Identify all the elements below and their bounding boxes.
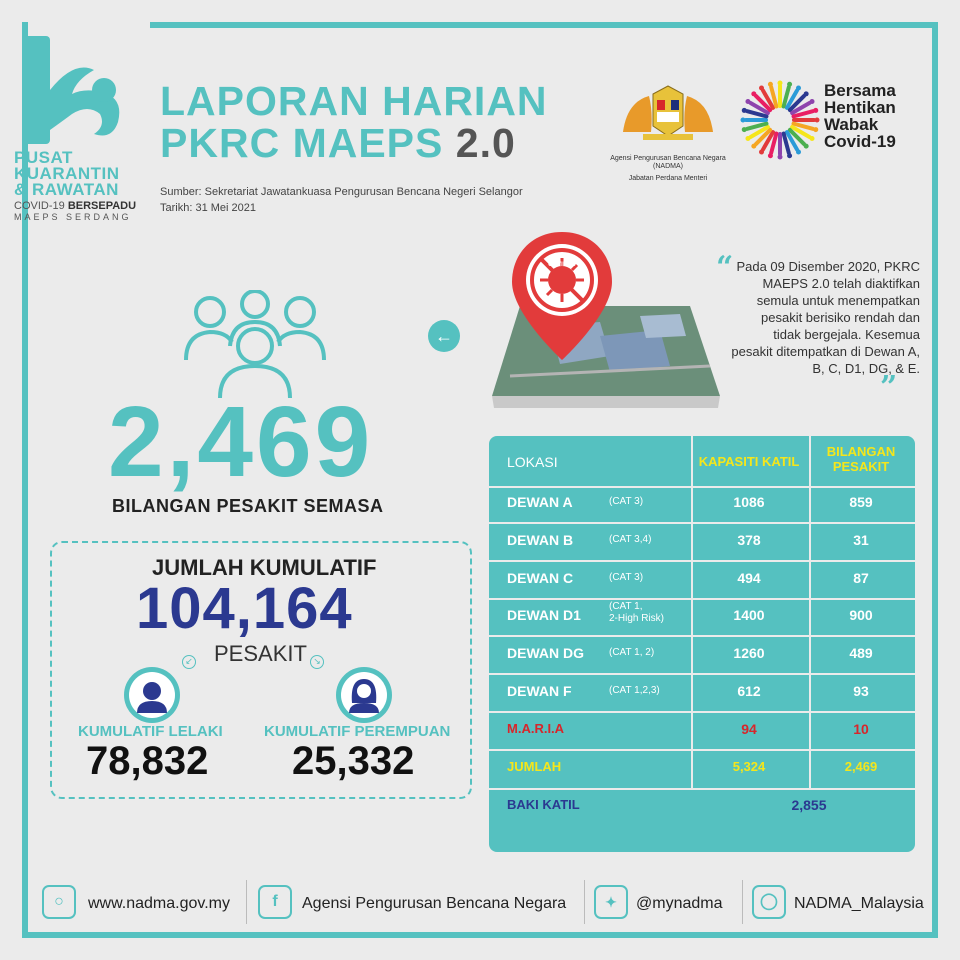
table-rule <box>489 673 915 675</box>
logo-bersepadu-text: BERSEPADU <box>67 200 137 212</box>
male-avatar-icon <box>122 665 182 725</box>
row-category <box>609 601 664 625</box>
page-title <box>160 80 548 164</box>
campaign-line-1: Bersama <box>824 81 896 100</box>
row-patients: 31 <box>853 532 869 548</box>
row-category <box>609 496 643 508</box>
footer-website[interactable]: www.nadma.gov.my <box>88 895 230 912</box>
campaign-line-4: Covid-19 <box>824 132 896 151</box>
footer-instagram[interactable]: NADMA_Malaysia <box>794 895 924 912</box>
campaign-line-3: Wabak <box>824 115 879 134</box>
down-right-arrow-icon: ↘ <box>310 655 324 669</box>
header-capacity: KAPASITI KATIL <box>698 454 800 469</box>
people-group-icon <box>180 290 330 400</box>
nadma-caption-1: Agensi Pengurusan Bencana Negara (NADMA) <box>610 155 726 170</box>
row-category-line-1: (CAT 3) <box>609 496 644 507</box>
row-location: DEWAN C <box>507 570 574 586</box>
total-label: JUMLAH <box>507 759 562 774</box>
female-avatar-icon <box>334 665 394 725</box>
title-main: PKRC MAEPS <box>160 120 444 166</box>
table-rule <box>489 522 915 524</box>
female-value: 25,332 <box>292 739 415 783</box>
balance-label: BAKI KATIL <box>507 797 580 812</box>
row-category <box>609 572 643 584</box>
row-category <box>609 647 654 659</box>
map-location-illustration <box>490 226 726 412</box>
row-patients: 10 <box>853 721 869 737</box>
frame-top-right <box>150 22 938 28</box>
row-location: DEWAN B <box>507 532 574 548</box>
campaign-text <box>824 82 896 150</box>
logo-line-2: KUARANTIN <box>14 164 120 183</box>
title-line-1: LAPORAN HARIAN <box>160 78 548 124</box>
footer-facebook[interactable]: Agensi Pengurusan Bencana Negara <box>302 895 567 912</box>
row-capacity: 1260 <box>733 645 765 661</box>
female-label: KUMULATIF PEREMPUAN <box>264 723 451 740</box>
logo-line-1: PUSAT <box>14 148 73 167</box>
title-line-2 <box>160 122 548 164</box>
header-patients-line-2: PESAKIT <box>832 459 890 474</box>
row-category-line-2: 2-High Risk) <box>609 613 665 624</box>
row-capacity: 612 <box>737 683 761 699</box>
footer-divider <box>742 880 743 924</box>
frame-top-left <box>22 22 28 28</box>
row-location: DEWAN D1 <box>507 607 581 623</box>
row-capacity: 378 <box>737 532 761 548</box>
cumulative-unit: PESAKIT <box>214 641 307 666</box>
table-rule <box>489 635 915 637</box>
row-category-line-1: (CAT 1,2,3) <box>609 685 660 696</box>
current-patients-value: 2,469 <box>108 386 374 498</box>
table-rule <box>489 711 915 713</box>
row-patients: 489 <box>849 645 873 661</box>
nadma-caption-2: Jabatan Perdana Menteri <box>628 175 708 182</box>
row-category-line-1: (CAT 1, <box>609 601 643 612</box>
close-quote-icon: ” <box>880 370 898 405</box>
footer-divider <box>584 880 585 924</box>
row-patients: 93 <box>853 683 869 699</box>
row-category-line-1: (CAT 3,4) <box>609 534 652 545</box>
logo-covid-text: COVID-19 <box>14 200 65 212</box>
back-arrow-icon[interactable]: ← <box>428 320 460 352</box>
total-capacity: 5,324 <box>732 759 766 774</box>
table-rule <box>489 749 915 751</box>
male-value: 78,832 <box>86 739 209 783</box>
row-capacity: 1400 <box>733 607 765 623</box>
row-category-line-1: (CAT 3) <box>609 572 644 583</box>
row-category <box>609 534 651 546</box>
open-quote-icon: “ <box>716 250 734 285</box>
cumulative-title: JUMLAH KUMULATIF <box>152 555 377 580</box>
footer-divider <box>246 880 247 924</box>
source-block <box>160 184 523 216</box>
row-capacity: 494 <box>737 570 761 586</box>
nadma-logo <box>598 82 738 183</box>
header-location: LOKASI <box>507 454 558 470</box>
coat-of-arms-icon <box>613 82 723 146</box>
pkrc-logo-icon <box>14 30 134 150</box>
twitter-icon[interactable]: ✦ <box>594 885 628 919</box>
instagram-icon[interactable]: ◯ <box>752 885 786 919</box>
table-rule <box>489 788 915 790</box>
title-version: 2.0 <box>455 120 516 166</box>
row-patients: 87 <box>853 570 869 586</box>
row-location: M.A.R.I.A <box>507 721 565 736</box>
row-location: DEWAN DG <box>507 645 584 661</box>
logo-line-4 <box>14 200 154 212</box>
header-patients-line-1: BILANGAN <box>826 444 896 459</box>
campaign-line-2: Hentikan <box>824 98 896 117</box>
table-rule <box>489 560 915 562</box>
total-patients: 2,469 <box>844 759 878 774</box>
row-capacity: 94 <box>741 721 757 737</box>
male-label: KUMULATIF LELAKI <box>78 723 223 740</box>
map-pin-label: COVID-19 <box>548 262 576 268</box>
row-location: DEWAN A <box>507 494 573 510</box>
info-quote: Pada 09 Disember 2020, PKRC MAEPS 2.0 telah diaktifkan semula untuk menempatkan pesakit berisiko rendah dan tidak bergejala. Kesemua pesakit ditempatkan di Dewan A, B, C, D1, DG, & E. <box>731 259 920 376</box>
row-patients: 859 <box>849 494 873 510</box>
date-text: Tarikh: 31 Mei 2021 <box>160 202 256 214</box>
row-patients: 900 <box>849 607 873 623</box>
footer-twitter[interactable]: @mynadma <box>636 895 723 912</box>
campaign-logo <box>740 80 920 160</box>
facebook-icon[interactable]: f <box>258 885 292 919</box>
row-location: DEWAN F <box>507 683 572 699</box>
logo-text-block <box>14 150 154 222</box>
current-patients-label: BILANGAN PESAKIT SEMASA <box>112 496 384 516</box>
cumulative-box <box>50 541 472 799</box>
balance-value: 2,855 <box>791 797 827 813</box>
source-text: Sumber: Sekretariat Jawatankuasa Pengurusan Bencana Negeri Selangor <box>160 186 523 198</box>
down-left-arrow-icon: ↙ <box>182 655 196 669</box>
globe-icon[interactable]: ○ <box>42 885 76 919</box>
row-category <box>609 685 660 697</box>
table-rule <box>489 598 915 600</box>
header-patients <box>811 444 911 474</box>
cumulative-value: 104,164 <box>136 576 353 641</box>
location-table <box>489 436 915 852</box>
table-rule <box>489 486 915 488</box>
campaign-burst-icon <box>740 80 820 160</box>
logo-line-5: MAEPS SERDANG <box>14 212 132 222</box>
row-capacity: 1086 <box>733 494 765 510</box>
logo-line-3: & RAWATAN <box>14 180 119 199</box>
row-category-line-1: (CAT 1, 2) <box>609 647 655 658</box>
